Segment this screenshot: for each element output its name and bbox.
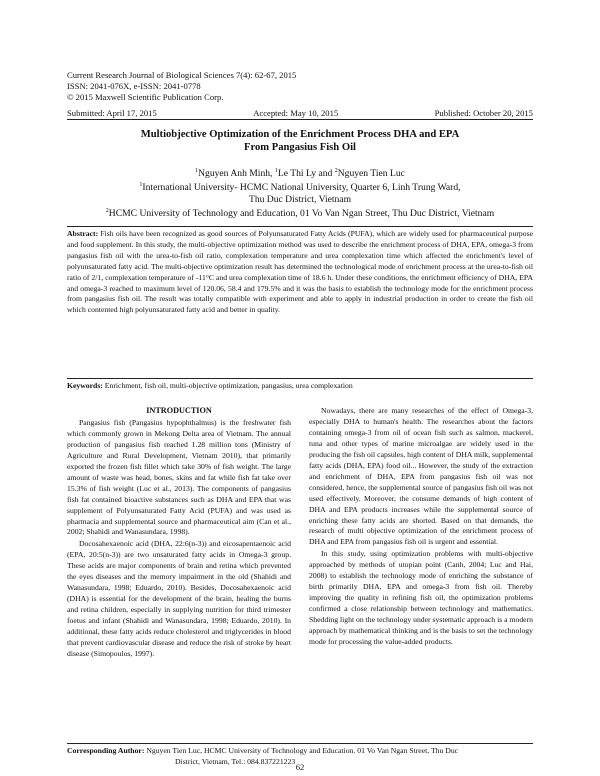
aff-sup: 2: [105, 207, 109, 214]
corresponding-text-1: Nguyen Tien Luc, HCMC University of Technology and Education. 01 Vo Van Ngan Street, Thu Duc: [146, 746, 459, 755]
author-1: Nguyen Anh Minh,: [198, 168, 273, 180]
corresponding-label: Corresponding Author:: [67, 746, 145, 755]
affiliation-2: [67, 206, 533, 220]
page-number: 62: [295, 762, 305, 772]
author-sup: 1: [195, 168, 199, 174]
author-3: Nguyen Tien Luc: [337, 168, 405, 180]
intro-paragraph-2: Docosahexaenoic acid (DHA, 22:6(n-3)) and eicosapentaenoic acid (EPA, 20:5(n-3)) are two unsaturated fatty acids in Omega-3 group. These acids are major components of brain and retina which prevented the eyes diseases and the memory impairment in the old (Shahidi and Wanasundara, 1998; Eduardo, 2010). Besides, Docosahexaenoic acid (DHA) is essential for the development of the brain, healing the burns and retina children, especially in supplying nutrition for third trimester foetus and infant (Shahidi and Wanasundara, 1998; Eduardo, 2010). In additional, these fatty acids reduce cholesterol and triglycerides in blood that prevent cardiovascular disease and reduce the risk of stroke by heart disease (Simopoulos, 1997).: [67, 539, 291, 658]
aff-sup: 1: [139, 181, 143, 188]
keywords: [67, 378, 533, 390]
affiliation-1-text: International University- HCMC National University, Quarter 6, Linh Trung Ward,: [142, 182, 461, 194]
author-2: Le Thi Ly and: [277, 168, 333, 180]
dates-row: [67, 108, 533, 120]
affiliation-1: [67, 180, 533, 194]
title-line-1: Multiobjective Optimization of the Enrichment Process DHA and EPA: [140, 129, 460, 140]
abstract-text: Fish oils have been recognized as good sources of Polyunsaturated Fatty Acids (PUFA), which are widely used for pharmaceutical purpose and food supplement. In this study, the multi-objective optimization method was used to describe the enrichment process of DHA, EPA, omega-3 from pangasius fish oil with the urea-to-fish oil ratio, complexation temperature and urea complexation time which affected the enrichment's level of polyunsaturated fatty acid. The multi-objective optimization result has determined the technological mode of enrichment process at the urea-to-fish oil ratio of 2/1, complexation temperature of -11°C and urea complexation time of 18.6 h. Under these conditions, the enrichment efficiency of DHA, EPA and omega-3 reached to maximum level of 120.06, 58.4 and 179.5% and it was the basis to establish the technology mode for the enrichment process from pangasius fish oil. The result was totally compatible with experiment and able to apply in industrial production in order to create the fish oil which contented high polyunsaturated fatty acid and better in quality.: [67, 229, 534, 315]
keywords-text: Enrichment, fish oil, multi-objective optimization, pangasius, urea complexation: [104, 381, 353, 390]
journal-citation: Current Research Journal of Biological Sciences 7(4): 62-67, 2015: [67, 70, 297, 80]
title-line-2: From Pangasius Fish Oil: [244, 142, 356, 153]
author-names: [67, 166, 533, 180]
intro-paragraph-3: Nowadays, there are many researches of the effect of Omega-3, especially DHA to human's health. The researches about the factors containing omega-3 from oil of ocean fish such as salmon, mackerel, tuna and other types of marine microalgae are widely used in the producing the fish oil capsules, high content of DHA milk, supplemental fatty acids (DHA, EPA) food oil... However, the study of the extraction and enrichment of DHA, EPA from pangasius fish oil was not considered, hence, the supplemental source of pangasius fish oil was not used effectively. Moreover, the consume demands of high content of DHA and EPA products increases while the supplemental source of enriching these fatty acids are shorted. Based on that demands, the research of multi objective optimization of the enrichment process of DHA and EPA from pangasius fish oil is urgent and essential.: [309, 406, 533, 547]
submitted-date: Submitted: April 17, 2015: [67, 108, 157, 118]
author-sup: 1: [274, 168, 278, 174]
keywords-label: Keywords:: [67, 381, 103, 390]
intro-paragraph-4: In this study, using optimization problems with multi-objective approached by methods of utopian point (Canh, 2004; Luc and Hai, 2008) to establish the technology mode of enriching the substance of birth primarily DHA, EPA and omega-3 from fish oil. Thereby improving the quality in refining fish oil, the optimization problems confirmed a close relationship between technology and mathematics. Shedding light on the technology under systematic approach is a modern approach by mathematical thinking and is the basis to set the technology mode for processing the value-added products.: [309, 549, 533, 647]
published-date: Published: October 20, 2015: [434, 108, 533, 118]
footer-line-1: [67, 746, 533, 757]
authors-block: [67, 166, 533, 220]
journal-issn: ISSN: 2041-076X, e-ISSN: 2041-0778: [67, 81, 201, 91]
journal-copyright: © 2015 Maxwell Scientific Publication Corp.: [67, 92, 224, 102]
author-sup: 2: [334, 168, 338, 174]
affiliation-2-text: HCMC University of Technology and Education, 01 Vo Van Ngan Street, Thu Duc District, Vietnam: [108, 207, 495, 219]
abstract: [67, 226, 533, 316]
abstract-label: Abstract:: [67, 229, 99, 238]
intro-paragraph-1: Pangasius fish (Pangasius hypophthalmus) is the freshwater fish which commonly grown in Mekong Delta area of Vietnam. The annual production of pangasius fish reached 1.28 million tons (Ministry of Agriculture and Rural Development, Vietnam 2010), that primarily exported the frozen fish fillet which take 30% of fish weight. The large amount of waste was head, bones, skins and fat while fish fat take over 15.3% of fish weight (Luc et al., 2013). The components of pangasius fish fat contained bioactive substances such as DHA and EPA that was supplement of Polyunsaturated Fatty Acid (PUFA) and was used as pharmacia and supplemental source and pharmaceutical aim (Can et al., 2002; Shahidi and Wanasundara, 1998).: [67, 417, 291, 537]
body-right-column: [309, 406, 533, 649]
corresponding-text-2: District, Vietnam, Tel.: 084.837221223: [175, 756, 296, 766]
affiliation-1b: Thu Duc District, Vietnam: [248, 193, 352, 205]
body-left-column: [67, 406, 291, 661]
paper-title: [67, 128, 533, 154]
section-heading-introduction: INTRODUCTION: [146, 406, 212, 415]
accepted-date: Accepted: May 10, 2015: [253, 108, 339, 118]
